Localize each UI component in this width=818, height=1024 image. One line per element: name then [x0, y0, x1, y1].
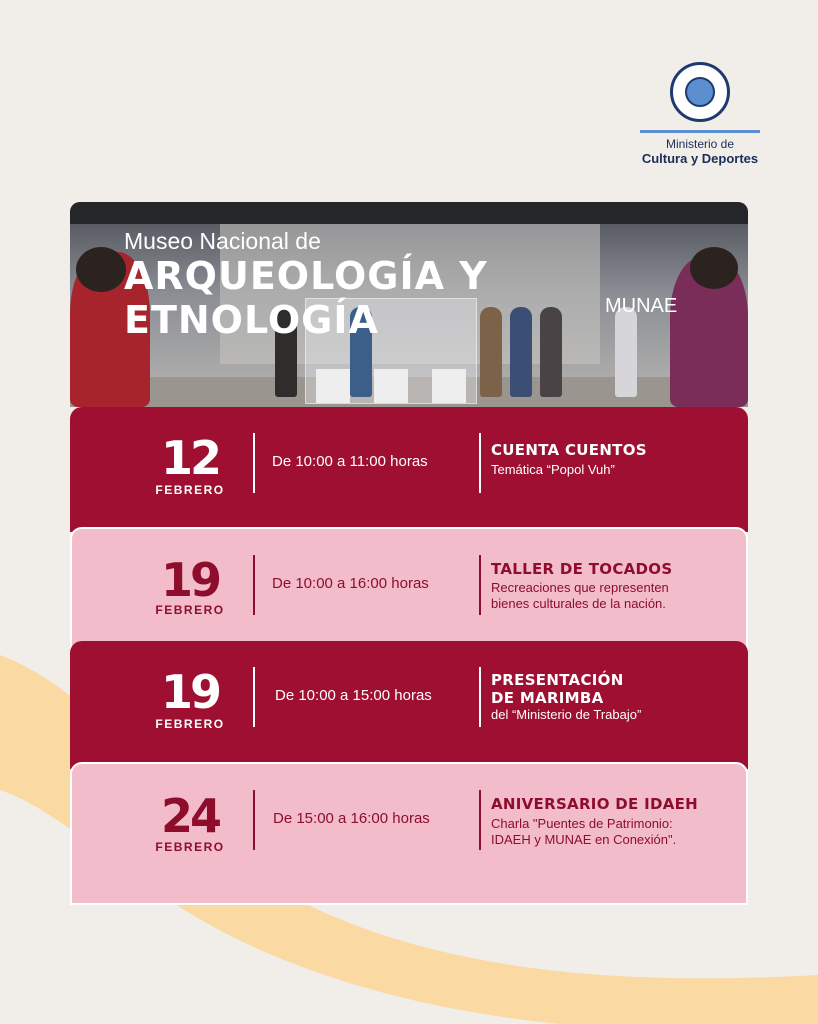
event-card [70, 407, 748, 532]
ministry-line1: Ministerio de [665, 137, 735, 151]
event-description: del “Ministerio de Trabajo” [491, 707, 642, 722]
mannequin-left-headdress [76, 247, 126, 292]
event-title-line: DE MARIMBA [491, 689, 604, 707]
ministry-line2: Cultura y Deportes [641, 151, 759, 166]
guatemala-seal-icon [670, 62, 730, 122]
event-day: 24 [160, 789, 219, 843]
event-month: FEBRERO [155, 840, 225, 854]
event-title: ANIVERSARIO DE IDAEH [491, 795, 699, 813]
event-hours: De 10:00 a 16:00 horas [272, 575, 429, 592]
museum-ceiling [70, 202, 748, 224]
event-description: Temática “Popol Vuh” [491, 462, 615, 477]
ministry-logo [630, 62, 770, 166]
event-day: 19 [160, 665, 219, 719]
event-hours: De 10:00 a 15:00 horas [275, 687, 432, 704]
event-day: 12 [160, 431, 219, 485]
event-title: TALLER DE TOCADOS [491, 560, 673, 578]
event-divider [479, 790, 481, 850]
event-divider [479, 433, 481, 493]
event-month: FEBRERO [155, 483, 225, 497]
hero-acronym: MUNAE [605, 295, 678, 317]
hero-banner [70, 202, 748, 407]
event-hours: De 15:00 a 16:00 horas [273, 810, 430, 827]
event-title-line: PRESENTACIÓN [491, 671, 624, 689]
event-description-line: Recreaciones que representen [491, 580, 669, 595]
logo-divider [640, 130, 760, 133]
event-day: 19 [160, 553, 219, 607]
event-divider [479, 555, 481, 615]
event-card [70, 641, 748, 769]
event-divider [253, 433, 255, 493]
event-month: FEBRERO [155, 717, 225, 731]
event-card [70, 762, 748, 905]
hero-subtitle: Museo Nacional de [124, 228, 321, 254]
event-card [70, 527, 748, 649]
event-title: CUENTA CUENTOS [491, 441, 647, 459]
event-divider [253, 667, 255, 727]
event-description-line: Charla "Puentes de Patrimonio: [491, 816, 673, 831]
event-divider [253, 790, 255, 850]
hero-title: ARQUEOLOGÍA Y ETNOLOGÍA [124, 254, 488, 342]
event-hours: De 10:00 a 11:00 horas [272, 453, 428, 470]
event-month: FEBRERO [155, 603, 225, 617]
event-divider [479, 667, 481, 727]
event-divider [253, 555, 255, 615]
event-description-line: bienes culturales de la nación. [491, 596, 666, 611]
event-description-line: IDAEH y MUNAE en Conexión". [491, 832, 677, 847]
